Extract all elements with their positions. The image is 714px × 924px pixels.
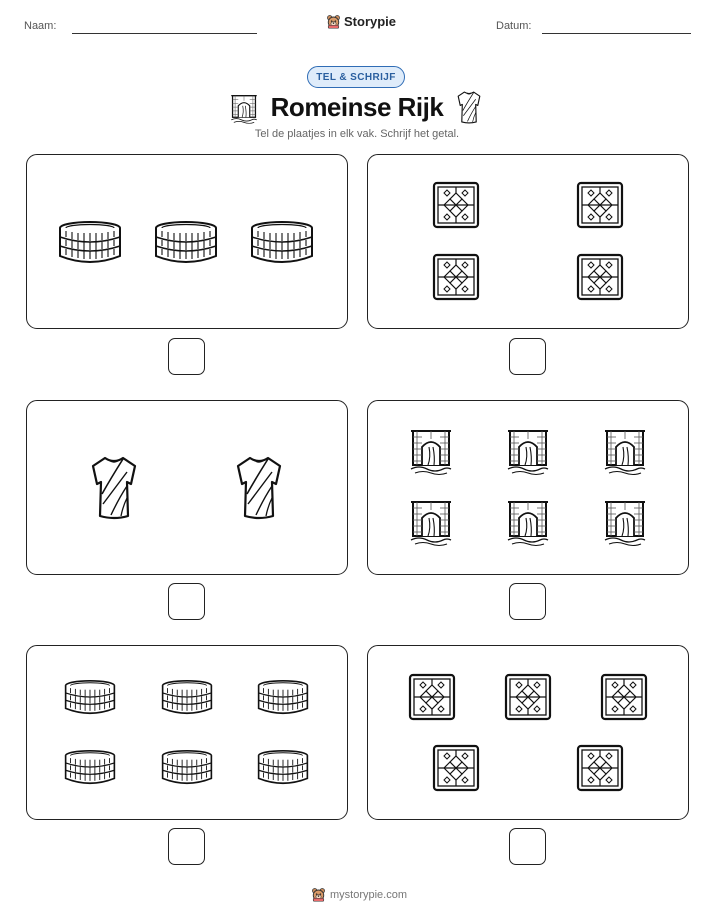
mosaic-tile-icon	[576, 181, 624, 229]
count-card-2	[367, 154, 689, 329]
mosaic-tile-icon	[576, 253, 624, 301]
colosseum-icon	[64, 679, 116, 715]
colosseum-icon	[161, 679, 213, 715]
footer	[311, 887, 407, 902]
aqueduct-arch-icon	[603, 427, 647, 477]
name-line[interactable]	[72, 33, 257, 34]
toga-icon	[456, 90, 482, 124]
mosaic-tile-icon	[432, 744, 480, 792]
answer-box-4[interactable]	[509, 583, 546, 620]
mosaic-tile-icon	[432, 181, 480, 229]
colosseum-icon	[257, 679, 309, 715]
count-card-6	[367, 645, 689, 820]
mosaic-tile-icon	[576, 744, 624, 792]
colosseum-icon	[250, 220, 314, 264]
toga-icon	[234, 454, 284, 520]
mosaic-tile-icon	[600, 673, 648, 721]
count-card-4	[367, 400, 689, 575]
aqueduct-arch-icon	[506, 498, 550, 548]
mosaic-tile-icon	[504, 673, 552, 721]
count-card-1	[26, 154, 348, 329]
brand-logo	[326, 14, 396, 29]
colosseum-icon	[64, 749, 116, 785]
colosseum-icon	[154, 220, 218, 264]
answer-box-3[interactable]	[168, 583, 205, 620]
count-card-5	[26, 645, 348, 820]
page-title: Romeinse Rijk	[270, 92, 444, 122]
aqueduct-arch-icon	[409, 498, 453, 548]
date-label: Datum:	[496, 20, 532, 32]
aqueduct-arch-icon	[409, 427, 453, 477]
footer-url[interactable]: mystorypie.com	[330, 888, 408, 901]
instructions: Tel de plaatjes in elk vak. Schrijf het getal.	[254, 128, 460, 140]
toga-icon	[89, 454, 139, 520]
date-line[interactable]	[542, 33, 691, 34]
activity-badge: TEL & SCHRIJF	[307, 66, 405, 88]
answer-box-2[interactable]	[509, 338, 546, 375]
count-card-3	[26, 400, 348, 575]
aqueduct-arch-icon	[603, 498, 647, 548]
answer-box-5[interactable]	[168, 828, 205, 865]
colosseum-icon	[58, 220, 122, 264]
aqueduct-arch-icon	[506, 427, 550, 477]
answer-box-1[interactable]	[168, 338, 205, 375]
colosseum-icon	[257, 749, 309, 785]
mosaic-tile-icon	[432, 253, 480, 301]
name-label: Naam:	[24, 20, 57, 32]
bear-mascot-icon	[326, 14, 341, 29]
colosseum-icon	[161, 749, 213, 785]
answer-box-6[interactable]	[509, 828, 546, 865]
brand-name: Storypie	[344, 14, 397, 29]
title-row	[0, 88, 714, 128]
mosaic-tile-icon	[408, 673, 456, 721]
bear-mascot-icon	[311, 887, 326, 902]
